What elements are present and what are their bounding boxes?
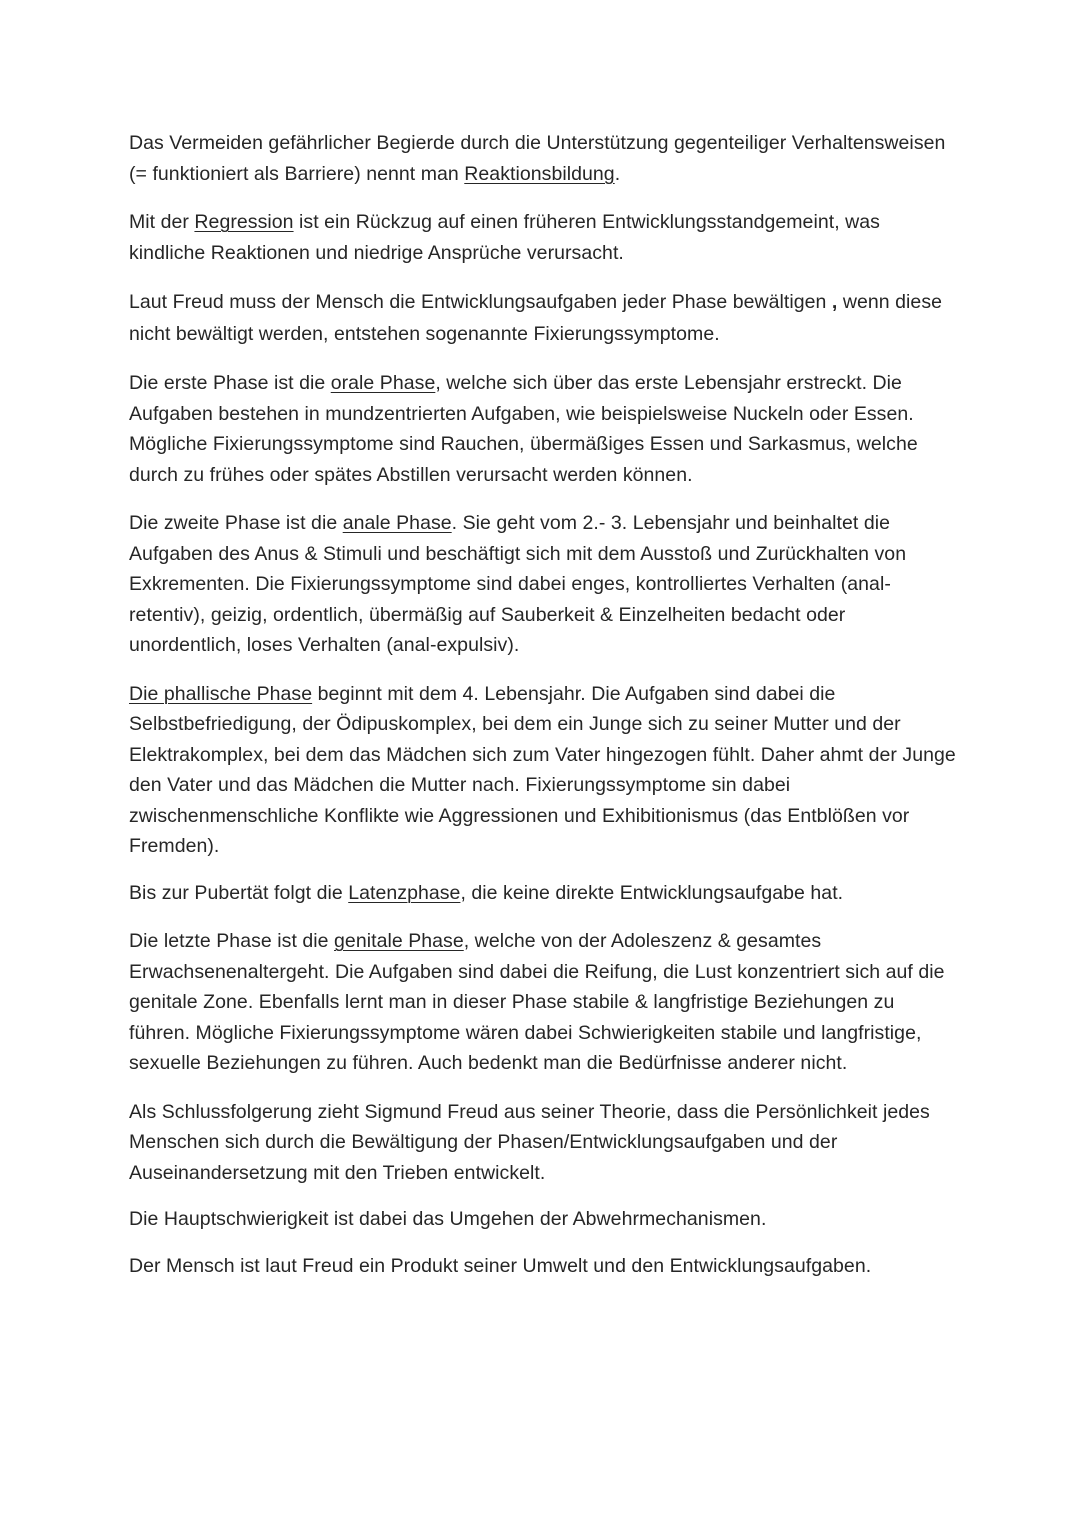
text: . — [614, 162, 621, 185]
term-latenzphase: Latenzphase — [348, 881, 461, 904]
paragraph-fixierung — [129, 286, 959, 350]
text: Laut Freud muss der Mensch die Entwicklungsaufgaben jeder Phase bewältigen — [129, 291, 832, 313]
term-genitale-phase: genitale Phase — [334, 930, 464, 952]
text: Als Schlussfolgerung zieht Sigmund Freud aus seiner Theorie, dass die Persönlichkeit jedes Menschen sich durch die Bewältigung der Phasen/Entwicklungsaufgaben und der Auseinandersetzung mit den Trieben entwickelt. — [129, 1100, 930, 1184]
text: , welche sich über das erste Lebensjahr erstreckt. Die Aufgaben bestehen in mundzentrierten Aufgaben, wie beispielsweise Nuckeln oder Essen. Mögliche Fixierungssymptome sind Rauchen, übermäßiges Essen und Sarkasmus, welche durch zu frühes oder spätes Abstillen verursacht werden können. — [129, 372, 918, 486]
text: , welche von der Adoleszenz & gesamtes Erwachsenenaltergeht. Die Aufgaben sind dabei die Reifung, die Lust konzentriert sich auf die genitale Zone. Ebenfalls lernt man in dieser Phase stabile & langfristige Beziehungen zu führen. Mögliche Fixierungssymptome wären dabei Schwierigkeiten stabile und langfristige, sexuelle Beziehungen zu führen. Auch bedenkt man die Bedürfnisse anderer nicht. — [129, 930, 945, 1074]
text: beginnt mit dem 4. Lebensjahr. Die Aufgaben sind dabei die Selbstbefriedigung, der Ödipuskomplex, bei dem ein Junge sich zu seiner Mutter und der Elektrakomplex, bei dem das Mädchen sich zum Vater hingezogen fühlt. Daher ahmt der Junge den Vater und das Mädchen die Mutter nach. Fixierungssymptome sin dabei zwischenmenschliche Konflikte wie Aggressionen und Exhibitionismus (das Entblößen vor Fremden). — [129, 682, 956, 857]
text: Die erste Phase ist die — [129, 372, 331, 394]
text: Das Vermeiden gefährlicher Begierde durch die Unterstützung gegenteiliger Verhaltensweisen (= funktioniert als Barriere) nennt man — [129, 132, 946, 185]
text: Der Mensch ist laut Freud ein Produkt seiner Umwelt und den Entwicklungsaufgaben. — [129, 1254, 872, 1277]
term-reaktionsbildung: Reaktionsbildung — [464, 162, 615, 185]
term-orale-phase: orale Phase — [330, 372, 436, 394]
paragraph-phallische-phase — [129, 679, 959, 862]
text: wenn diese nicht bewältigt werden, entstehen sogenannte Fixierungssymptome. — [129, 291, 943, 345]
paragraph-reaktionsbildung — [129, 128, 959, 189]
paragraph-fazit — [129, 1251, 959, 1282]
text: Die Hauptschwierigkeit ist dabei das Umgehen der Abwehrmechanismen. — [129, 1208, 767, 1230]
text: . Sie geht vom 2.- 3. Lebensjahr und beinhaltet die Aufgaben des Anus & Stimuli und beschäftigt sich mit dem Ausstoß und Zurückhalten von Exkrementen. Die Fixierungssymptome sind dabei enges, kontrolliertes Verhalten (anal-retentiv), geizig, ordentlich, übermäßig auf Sauberkeit & Einzelheiten bedacht oder unordentlich, loses Verhalten (anal-expulsiv). — [129, 512, 907, 656]
paragraph-regression — [129, 207, 959, 268]
paragraph-schlussfolgerung — [129, 1097, 959, 1189]
text: Die zweite Phase ist die — [129, 512, 343, 534]
document-body — [129, 128, 959, 1299]
text: Bis zur Pubertät folgt die — [129, 881, 349, 904]
paragraph-latenzphase — [129, 878, 959, 909]
text: Mit der — [129, 211, 195, 233]
text: Die letzte Phase ist die — [129, 930, 335, 952]
paragraph-hauptschwierigkeit — [129, 1204, 959, 1235]
paragraph-orale-phase — [129, 368, 959, 490]
text: , die keine direkte Entwicklungsaufgabe hat. — [460, 881, 844, 904]
paragraph-genitale-phase — [129, 926, 959, 1079]
bold-comma: , — [831, 291, 838, 313]
text: ist ein Rückzug auf einen früheren Entwicklungsstandgemeint, was kindliche Reaktionen und niedrige Ansprüche verursacht. — [129, 211, 880, 264]
paragraph-anale-phase — [129, 508, 959, 661]
term-phallische-phase: Die phallische Phase — [129, 682, 313, 705]
term-anale-phase: anale Phase — [342, 512, 452, 534]
term-regression: Regression — [194, 211, 294, 233]
